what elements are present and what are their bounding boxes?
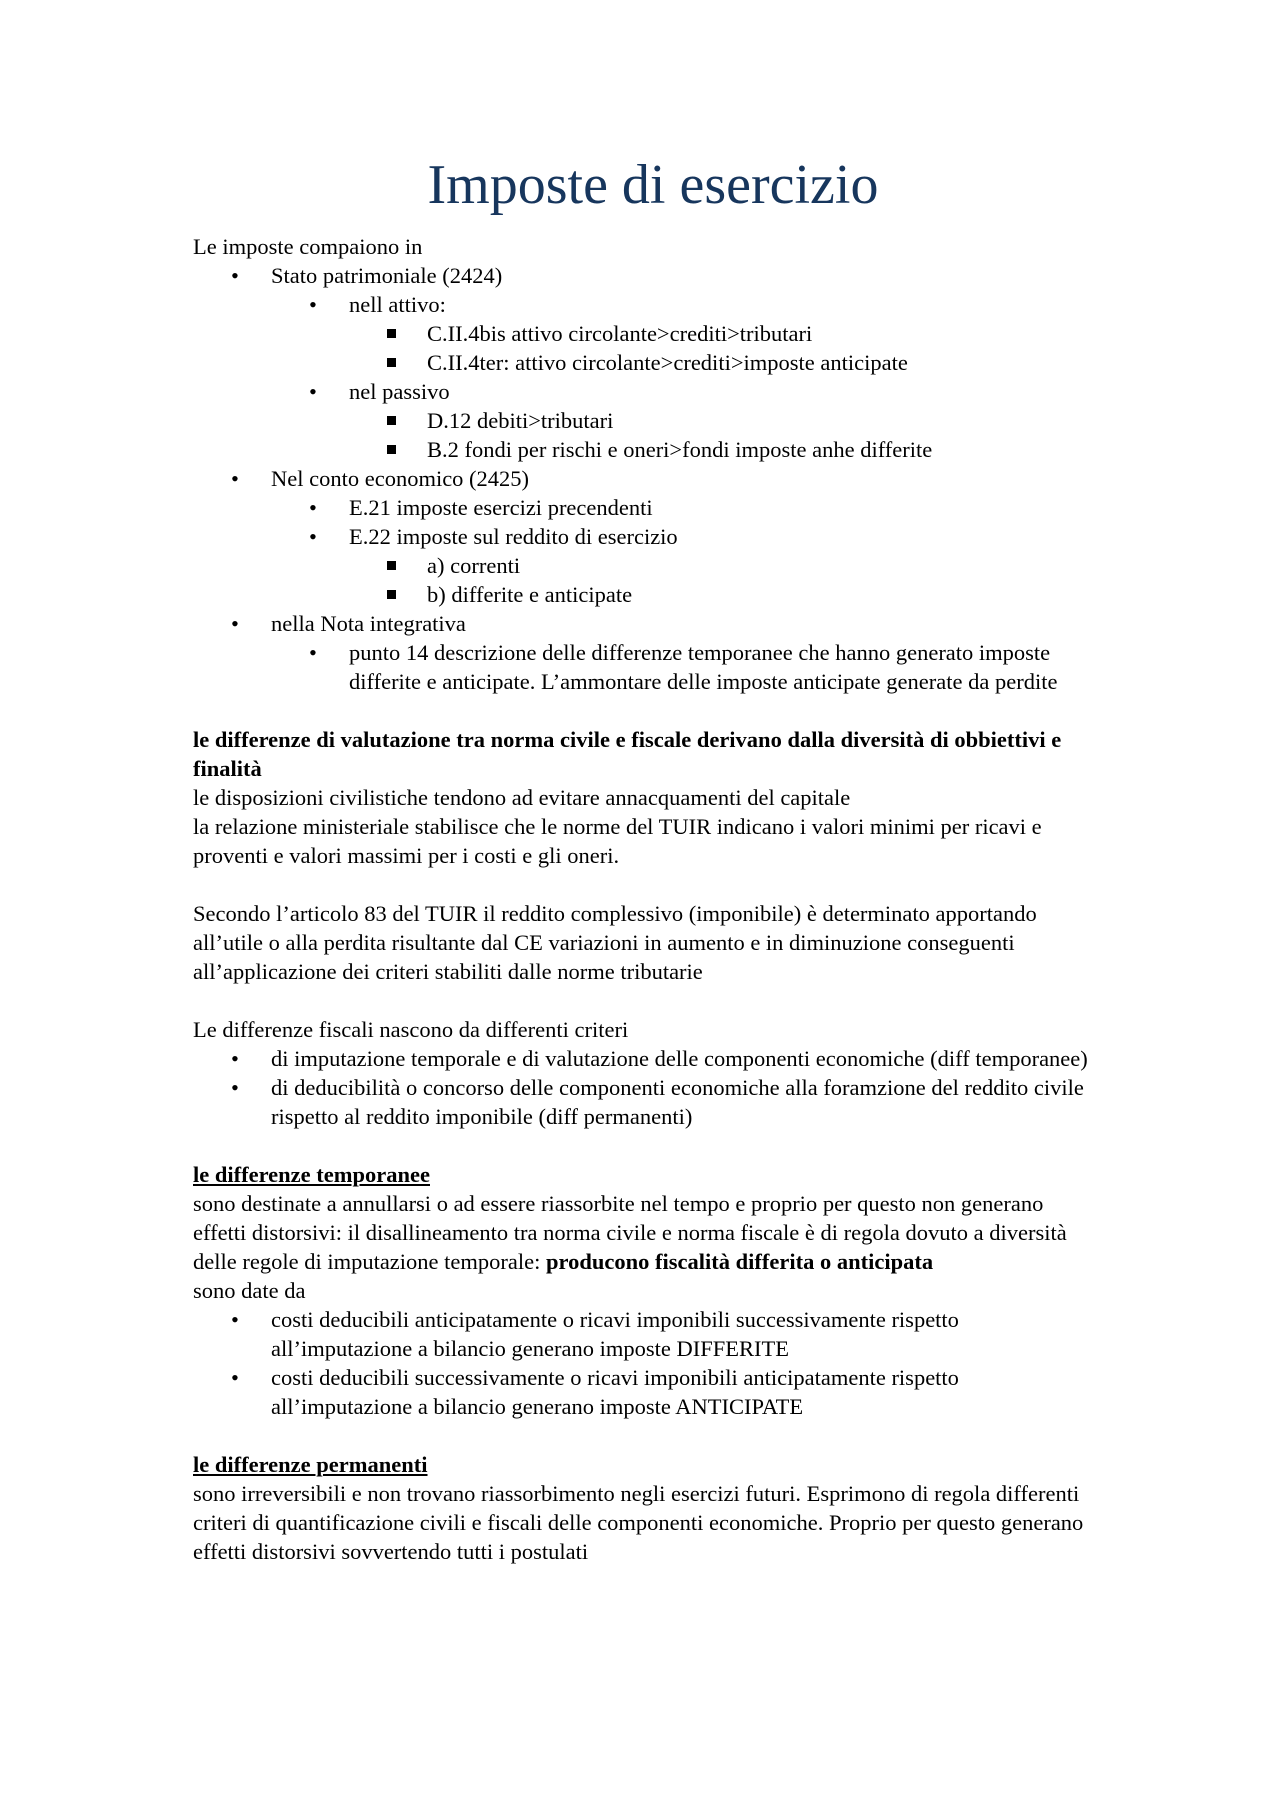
list-item: • costi deducibili anticipatamente o ricavi imponibili successivamente rispetto all’imputazione a bilancio generano imposte DIFFERITE bbox=[193, 1305, 1093, 1363]
list-item: D.12 debiti>tributari bbox=[349, 406, 1093, 435]
list-item: C.II.4ter: attivo circolante>crediti>imposte anticipate bbox=[349, 348, 1093, 377]
list-item-label: nella Nota integrativa bbox=[271, 611, 466, 636]
list-item: B.2 fondi per rischi e oneri>fondi imposte anhe differite bbox=[349, 435, 1093, 464]
paragraph-permanenti: sono irreversibili e non trovano riassorbimento negli esercizi futuri. Esprimono di regola differenti criteri di quantificazione civili e fiscali delle componenti economiche. Proprio per questo generano effetti distorsivi sovvertendo tutti i postulati bbox=[193, 1481, 1084, 1564]
sp-sublist bbox=[271, 290, 1093, 464]
list-item: a) correnti bbox=[349, 551, 1093, 580]
list-item: • di deducibilità o concorso delle componenti economiche alla foramzione del reddito civile rispetto al reddito imponibile (diff permanenti) bbox=[193, 1073, 1093, 1131]
page-title: Imposte di esercizio bbox=[427, 154, 879, 216]
list-item-nota-integrativa bbox=[193, 609, 1093, 696]
paragraph: le disposizioni civilistiche tendono ad evitare annacquamenti del capitale bbox=[193, 785, 851, 810]
list-item-label: Stato patrimoniale (2424) bbox=[271, 263, 503, 288]
intro-text: Le imposte compaiono in bbox=[193, 234, 423, 259]
list-item-label: nel passivo bbox=[349, 379, 450, 404]
list-item: • costi deducibili successivamente o ricavi imponibili anticipatamente rispetto all’imputazione a bilancio generano imposte ANTICIPATE bbox=[193, 1363, 1093, 1421]
ce-sublist bbox=[271, 493, 1093, 609]
temporanee-list bbox=[193, 1305, 1093, 1421]
paragraph: Le differenze fiscali nascono da differenti criteri bbox=[193, 1017, 629, 1042]
list-item-label: E.22 imposte sul reddito di esercizio bbox=[349, 524, 678, 549]
section-heading-permanenti: le differenze permanenti bbox=[193, 1452, 428, 1477]
imposte-list bbox=[193, 261, 1093, 696]
nota-sublist bbox=[271, 638, 1093, 696]
list-item: • di imputazione temporale e di valutazione delle componenti economiche (diff temporanee) bbox=[193, 1044, 1093, 1073]
list-item: • punto 14 descrizione delle differenze temporanee che hanno generato imposte differite e anticipate. L’ammontare delle imposte anticipate generate da perdite bbox=[271, 638, 1093, 696]
list-item-attivo bbox=[271, 290, 1093, 377]
section-heading-temporanee: le differenze temporanee bbox=[193, 1162, 430, 1187]
list-item-label: nell attivo: bbox=[349, 292, 446, 317]
list-item-passivo bbox=[271, 377, 1093, 464]
paragraph-bold-text: producono fiscalità differita o anticipata bbox=[546, 1249, 934, 1274]
paragraph: la relazione ministeriale stabilisce che le norme del TUIR indicano i valori minimi per ricavi e proventi e valori massimi per i costi e gli oneri. bbox=[193, 814, 1042, 868]
list-item: • E.21 imposte esercizi precendenti bbox=[271, 493, 1093, 522]
document-body bbox=[193, 150, 1093, 1566]
list-item-label: Nel conto economico (2425) bbox=[271, 466, 530, 491]
e22-sublist bbox=[349, 551, 1093, 609]
diff-fiscali-list bbox=[193, 1044, 1093, 1131]
list-item-stato-patrimoniale bbox=[193, 261, 1093, 464]
passivo-sublist bbox=[349, 406, 1093, 464]
list-item-conto-economico bbox=[193, 464, 1093, 609]
list-item: b) differite e anticipate bbox=[349, 580, 1093, 609]
paragraph-temporanee bbox=[193, 1189, 1093, 1276]
list-item-e22 bbox=[271, 522, 1093, 609]
section-heading-valutazione: le differenze di valutazione tra norma civile e fiscale derivano dalla diversità di obbiettivi e finalità bbox=[193, 727, 1062, 781]
list-item: C.II.4bis attivo circolante>crediti>tributari bbox=[349, 319, 1093, 348]
paragraph-text: sono destinate a annullarsi o ad essere riassorbite nel tempo e proprio per questo non generano effetti distorsivi: il disallineamento tra norma civile e norma fiscale è di regola dovuto a diversità delle regole di imputazione temporale: bbox=[193, 1191, 1067, 1274]
attivo-sublist bbox=[349, 319, 1093, 377]
paragraph-art83: Secondo l’articolo 83 del TUIR il reddito complessivo (imponibile) è determinato apportando all’utile o alla perdita risultante dal CE variazioni in aumento e in diminuzione conseguenti all’applicazione dei criteri stabiliti dalle norme tributarie bbox=[193, 901, 1037, 984]
paragraph: sono date da bbox=[193, 1278, 306, 1303]
